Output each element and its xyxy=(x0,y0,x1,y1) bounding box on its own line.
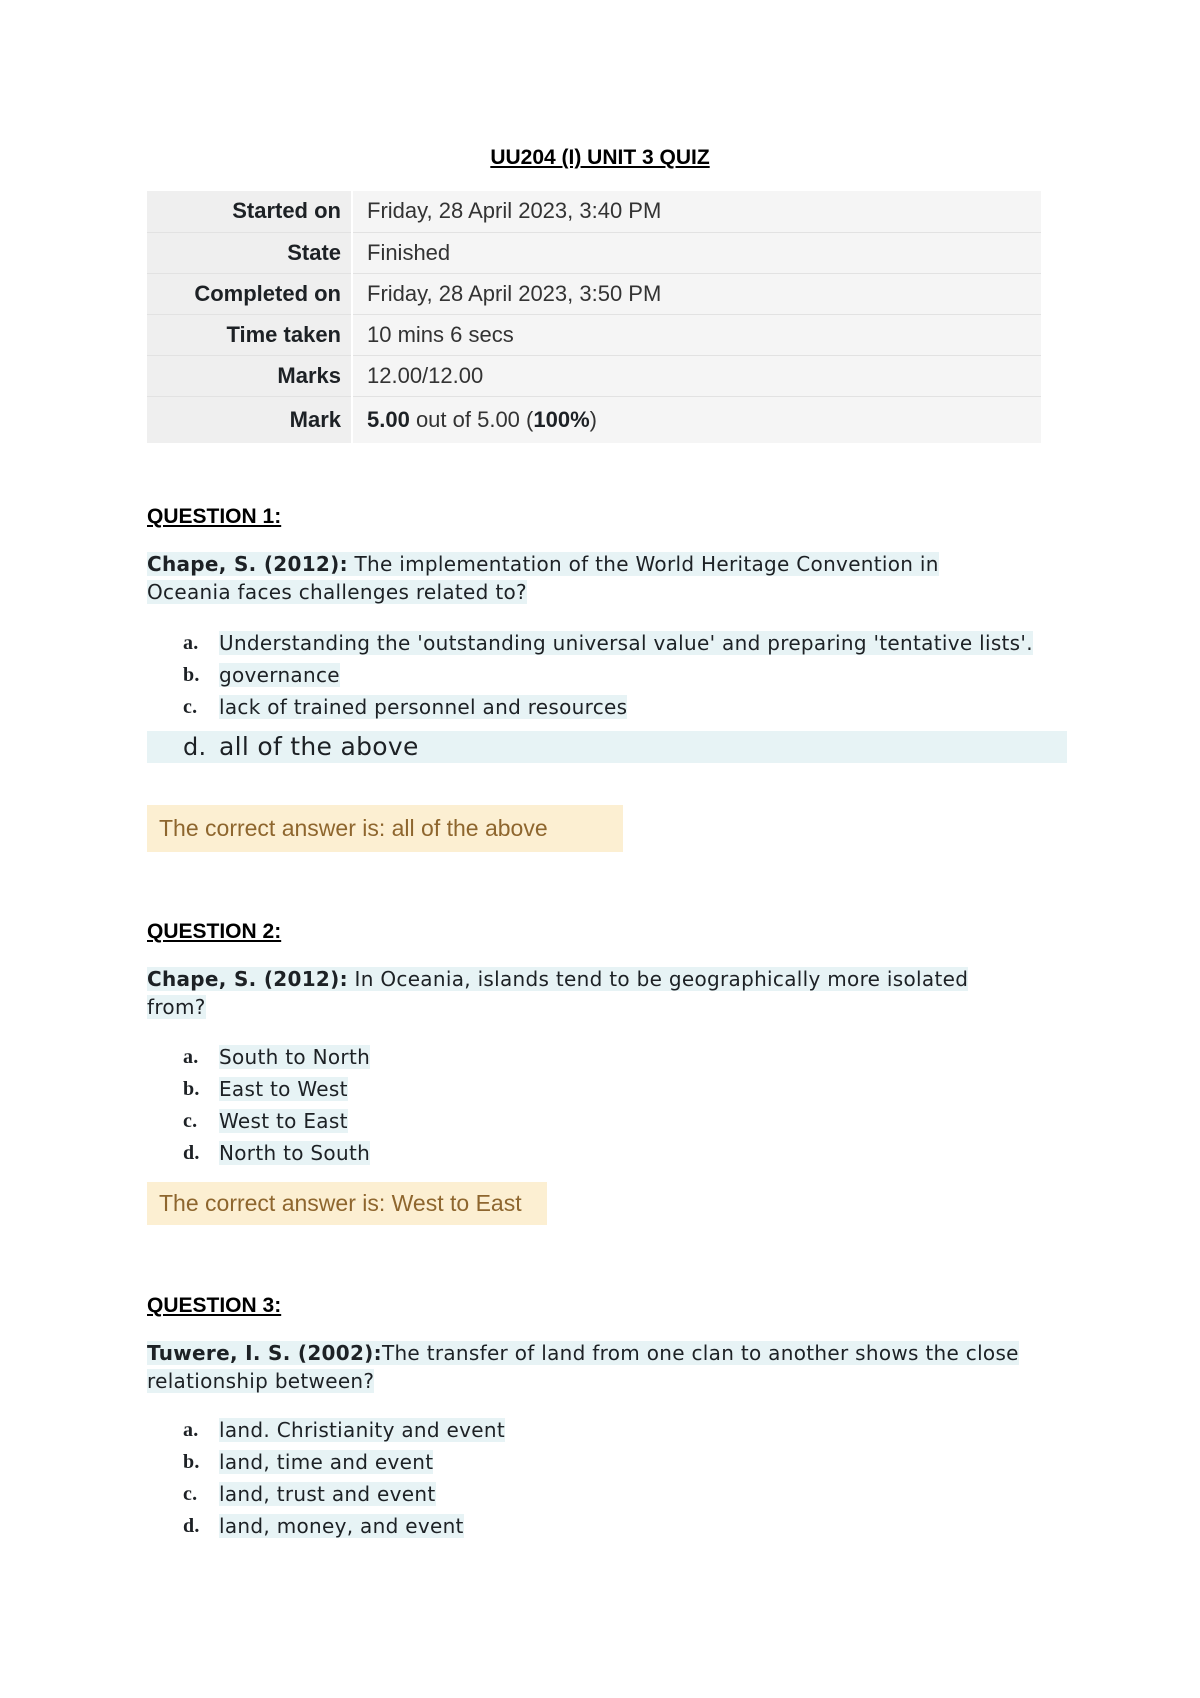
option-text: land, money, and event xyxy=(219,1514,464,1538)
question-citation: Tuwere, I. S. (2002): xyxy=(147,1341,382,1365)
option-b xyxy=(147,1448,1067,1476)
summary-value: Friday, 28 April 2023, 3:50 PM xyxy=(367,280,662,306)
attempt-summary-table xyxy=(147,191,1041,443)
option-text: land. Christianity and event xyxy=(219,1418,506,1442)
question-3-text xyxy=(147,1339,1027,1395)
option-c xyxy=(147,693,1067,721)
mark-score: 5.00 xyxy=(367,406,410,432)
summary-label: Started on xyxy=(147,191,352,232)
option-text: lack of trained personnel and resources xyxy=(219,695,628,719)
option-text: North to South xyxy=(219,1141,371,1165)
option-letter: a. xyxy=(183,1046,199,1068)
question-3-options xyxy=(147,1416,1067,1544)
option-text: East to West xyxy=(219,1077,348,1101)
summary-row-completed xyxy=(147,273,1041,314)
question-3-heading: QUESTION 3: xyxy=(147,1294,282,1317)
summary-row-mark xyxy=(147,396,1041,443)
option-letter: b. xyxy=(183,664,200,686)
mark-out-of: out of 5.00 ( xyxy=(409,406,534,432)
option-text: Understanding the 'outstanding universal value' and preparing 'tentative lists'. xyxy=(219,631,1033,655)
option-letter: c. xyxy=(183,1483,198,1505)
option-letter: d. xyxy=(183,733,207,761)
question-prompt: In Oceania, islands tend to be geographically more isolated from? xyxy=(147,967,969,1019)
summary-row-started xyxy=(147,191,1041,232)
question-2-correct-answer: The correct answer is: West to East xyxy=(147,1182,547,1225)
summary-row-time-taken xyxy=(147,314,1041,355)
question-2-heading: QUESTION 2: xyxy=(147,920,282,943)
option-letter: d. xyxy=(183,1515,200,1537)
summary-value: 12.00/12.00 xyxy=(367,362,484,388)
summary-value: 10 mins 6 secs xyxy=(367,321,514,347)
option-letter: a. xyxy=(183,632,199,654)
option-letter: d. xyxy=(183,1142,200,1164)
option-d xyxy=(147,1512,1067,1540)
question-1-heading: QUESTION 1: xyxy=(147,505,282,528)
option-d xyxy=(147,731,1067,763)
summary-value: Finished xyxy=(367,239,451,265)
option-d xyxy=(147,1139,1067,1167)
option-a xyxy=(147,629,1067,657)
summary-row-marks xyxy=(147,355,1041,396)
summary-label: Completed on xyxy=(147,273,352,314)
summary-value: Friday, 28 April 2023, 3:40 PM xyxy=(367,198,662,224)
option-text: land, trust and event xyxy=(219,1482,436,1506)
option-text: all of the above xyxy=(219,732,419,761)
question-2-options xyxy=(147,1043,1067,1171)
summary-label: Marks xyxy=(147,355,352,396)
option-text: governance xyxy=(219,663,340,687)
mark-percent: 100% xyxy=(533,406,590,432)
question-1-text xyxy=(147,550,1027,606)
option-a xyxy=(147,1416,1067,1444)
option-letter: b. xyxy=(183,1078,200,1100)
option-text: land, time and event xyxy=(219,1450,434,1474)
summary-label: Time taken xyxy=(147,314,352,355)
option-b xyxy=(147,1075,1067,1103)
summary-label: Mark xyxy=(147,396,352,443)
option-c xyxy=(147,1480,1067,1508)
mark-close: ) xyxy=(589,406,597,432)
summary-row-state xyxy=(147,232,1041,273)
summary-label: State xyxy=(147,232,352,273)
option-letter: b. xyxy=(183,1451,200,1473)
question-citation: Chape, S. (2012): xyxy=(147,552,348,576)
option-letter: a. xyxy=(183,1419,199,1441)
question-citation: Chape, S. (2012): xyxy=(147,967,348,991)
question-prompt: The transfer of land from one clan to another shows the close relationship between? xyxy=(147,1341,1019,1393)
option-letter: c. xyxy=(183,696,198,718)
option-text: West to East xyxy=(219,1109,348,1133)
question-2-text xyxy=(147,965,1027,1021)
option-letter: c. xyxy=(183,1110,198,1132)
option-a xyxy=(147,1043,1067,1071)
question-1-options xyxy=(147,629,1067,767)
option-text: South to North xyxy=(219,1045,371,1069)
question-prompt: The implementation of the World Heritage Convention in Oceania faces challenges related to? xyxy=(147,552,939,604)
option-b xyxy=(147,661,1067,689)
question-1-correct-answer: The correct answer is: all of the above xyxy=(147,805,623,852)
option-c xyxy=(147,1107,1067,1135)
document-title: UU204 (I) UNIT 3 QUIZ xyxy=(490,146,710,169)
summary-value xyxy=(352,396,1041,443)
